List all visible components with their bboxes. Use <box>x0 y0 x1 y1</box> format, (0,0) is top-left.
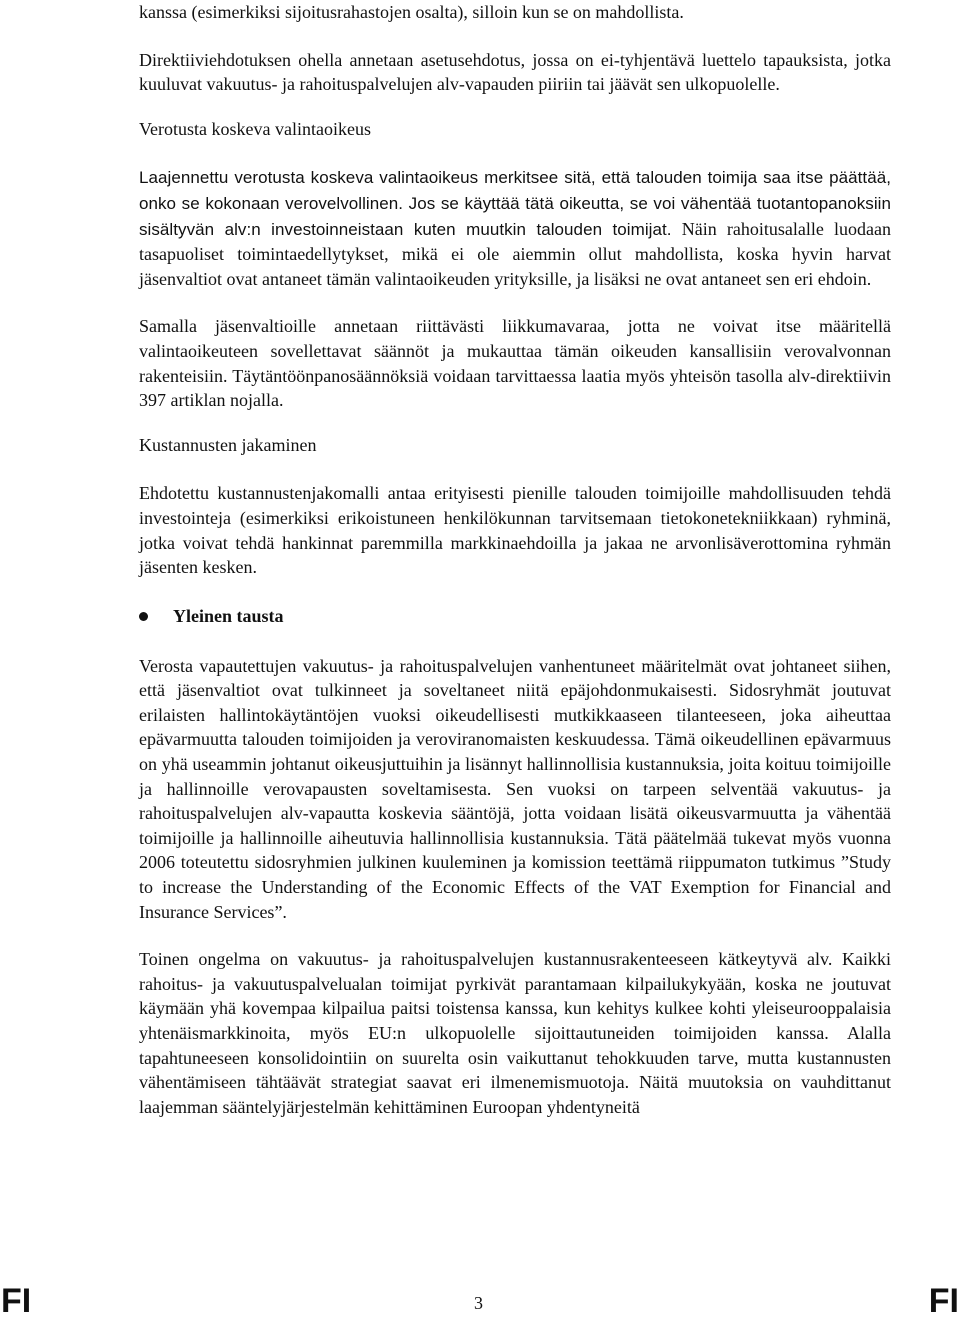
paragraph-1: kanssa (esimerkiksi sijoitusrahastojen osalta), silloin kun se on mahdollista. <box>139 2 684 22</box>
page-footer <box>0 1282 960 1320</box>
section-heading-kustannusten-jakaminen: Kustannusten jakaminen <box>139 434 317 455</box>
footer-language-right: FI <box>928 1282 959 1320</box>
paragraph-7: Toinen ongelma on vakuutus- ja rahoituspalvelujen kustannusrakenteeseen kätkeytyvä alv. Kaikki rahoitus- ja vakuutuspalvelualan toimijat pyrkivät parantamaan kilpailukykyään, koska ne joutuvat käymään yhä kovempaa kilpailua paitsi toistensa kanssa, kun kehitys kulkee kohti yleiseurooppalaisia yhtenäismarkkinoita, myös EU:n ulkopuolelle sijoittautuneiden toimijoiden kanssa. Alalla tapahtuneeseen konsolidointiin on suurelta osin vaikuttanut tehokkuuden tarve, mutta kustannusten vähentämiseen tähtäävät strategiat saavat eri ilmenemismuotoja. Näitä muutoksia on vauhdittanut laajemman sääntelyjärjestelmän kehittäminen Euroopan yhdentyneitä <box>139 949 891 1117</box>
bullet-icon <box>139 612 148 621</box>
page-number: 3 <box>474 1293 483 1313</box>
document-body <box>139 0 891 1119</box>
paragraph-3-serif-part: Näin rahoitusalalle luodaan tasapuoliset toimintaedellytykset, mikä ei ole aiemmin ollut mahdollista, koska hyvin harvat jäsenvaltiot ovat antaneet tämän valintaoikeuden yrityksille, ja lisäksi ne ovat antaneet sen eri ehdoin. <box>139 218 891 289</box>
paragraph-2: Direktiiviehdotuksen ohella annetaan asetusehdotus, jossa on ei-tyhjentävä luettelo tapauksista, jotka kuuluvat vakuutus- ja rahoituspalvelujen alv-vapauden piiriin tai jäävät sen ulkopuolelle. <box>139 49 891 95</box>
bullet-heading-text: Yleinen tausta <box>173 606 284 627</box>
section-heading-valintaoikeus: Verotusta koskeva valintaoikeus <box>139 118 371 139</box>
paragraph-3 <box>139 165 891 291</box>
footer-language-left: FI <box>1 1282 32 1320</box>
paragraph-4: Samalla jäsenvaltioille annetaan riittävästi liikkumavaraa, jotta ne voivat itse määritellä valintaoikeuteen sovellettavat säännöt ja mukauttaa tämän oikeuden kansallisiin verovalvonnan rakenteisiin. Täytäntöönpanosäännöksiä voidaan tarvittaessa laatia myös yhteisön tasolla alv-direktiivin 397 artiklan nojalla. <box>139 316 891 411</box>
bullet-heading <box>139 604 891 630</box>
paragraph-5: Ehdotettu kustannustenjakomalli antaa erityisesti pienille talouden toimijoille mahdollisuuden tehdä investointeja (esimerkiksi erikoistuneen henkilökunnan tarvitsemaan tietokonetekniikkaan) ryhminä, jotka voivat tehdä hankinnat paremmilla markkinaehdoilla ja jakaa ne arvonlisäverottomina ryhmän jäsenten kesken. <box>139 483 891 578</box>
paragraph-6: Verosta vapautettujen vakuutus- ja rahoituspalvelujen vanhentuneet määritelmät ovat johtaneet siihen, että jäsenvaltiot ovat tulkinneet ja soveltaneet niitä epäjohdonmukaisesti. Sidosryhmät joutuvat erilaisten hallintokäytäntöjen vuoksi oikeudellisesti mutkikkaaseen tilanteeseen, joka aiheuttaa epävarmuutta talouden toimijoiden ja veroviranomaisten keskuudessa. Tämä oikeudellinen epävarmuus on yhä useammin johtanut oikeusjuttuihin ja lisännyt hallinnollisia kustannuksia, joita koituu toimijoille ja hallinnoille verovapausten soveltamisesta. Sen vuoksi on tarpeen selventää vakuutus- ja rahoituspalvelujen alv-vapautta koskevia sääntöjä, jotta voidaan lisätä oikeusvarmuutta ja vähentää toimijoille ja hallinnoille aiheutuvia hallinnollisia kustannuksia. Tätä päätelmää tukevat myös vuonna 2006 toteutettu sidosryhmien julkinen kuuleminen ja komission teettämä riippumaton tutkimus ”Study to increase the Understanding of the Economic Effects of the VAT Exemption for Financial and Insurance Services”. <box>139 655 891 922</box>
paragraph-3-sans-part: Laajennettu verotusta koskeva valintaoikeus merkitsee sitä, että talouden toimija saa itse päättää, onko se kokonaan verovelvollinen. Jos se käyttää tätä oikeutta, se voi vähentää tuotantopanoksiin sisältyvän alv:n investoinneistaan kuten muutkin talouden toimijat. <box>139 168 891 239</box>
